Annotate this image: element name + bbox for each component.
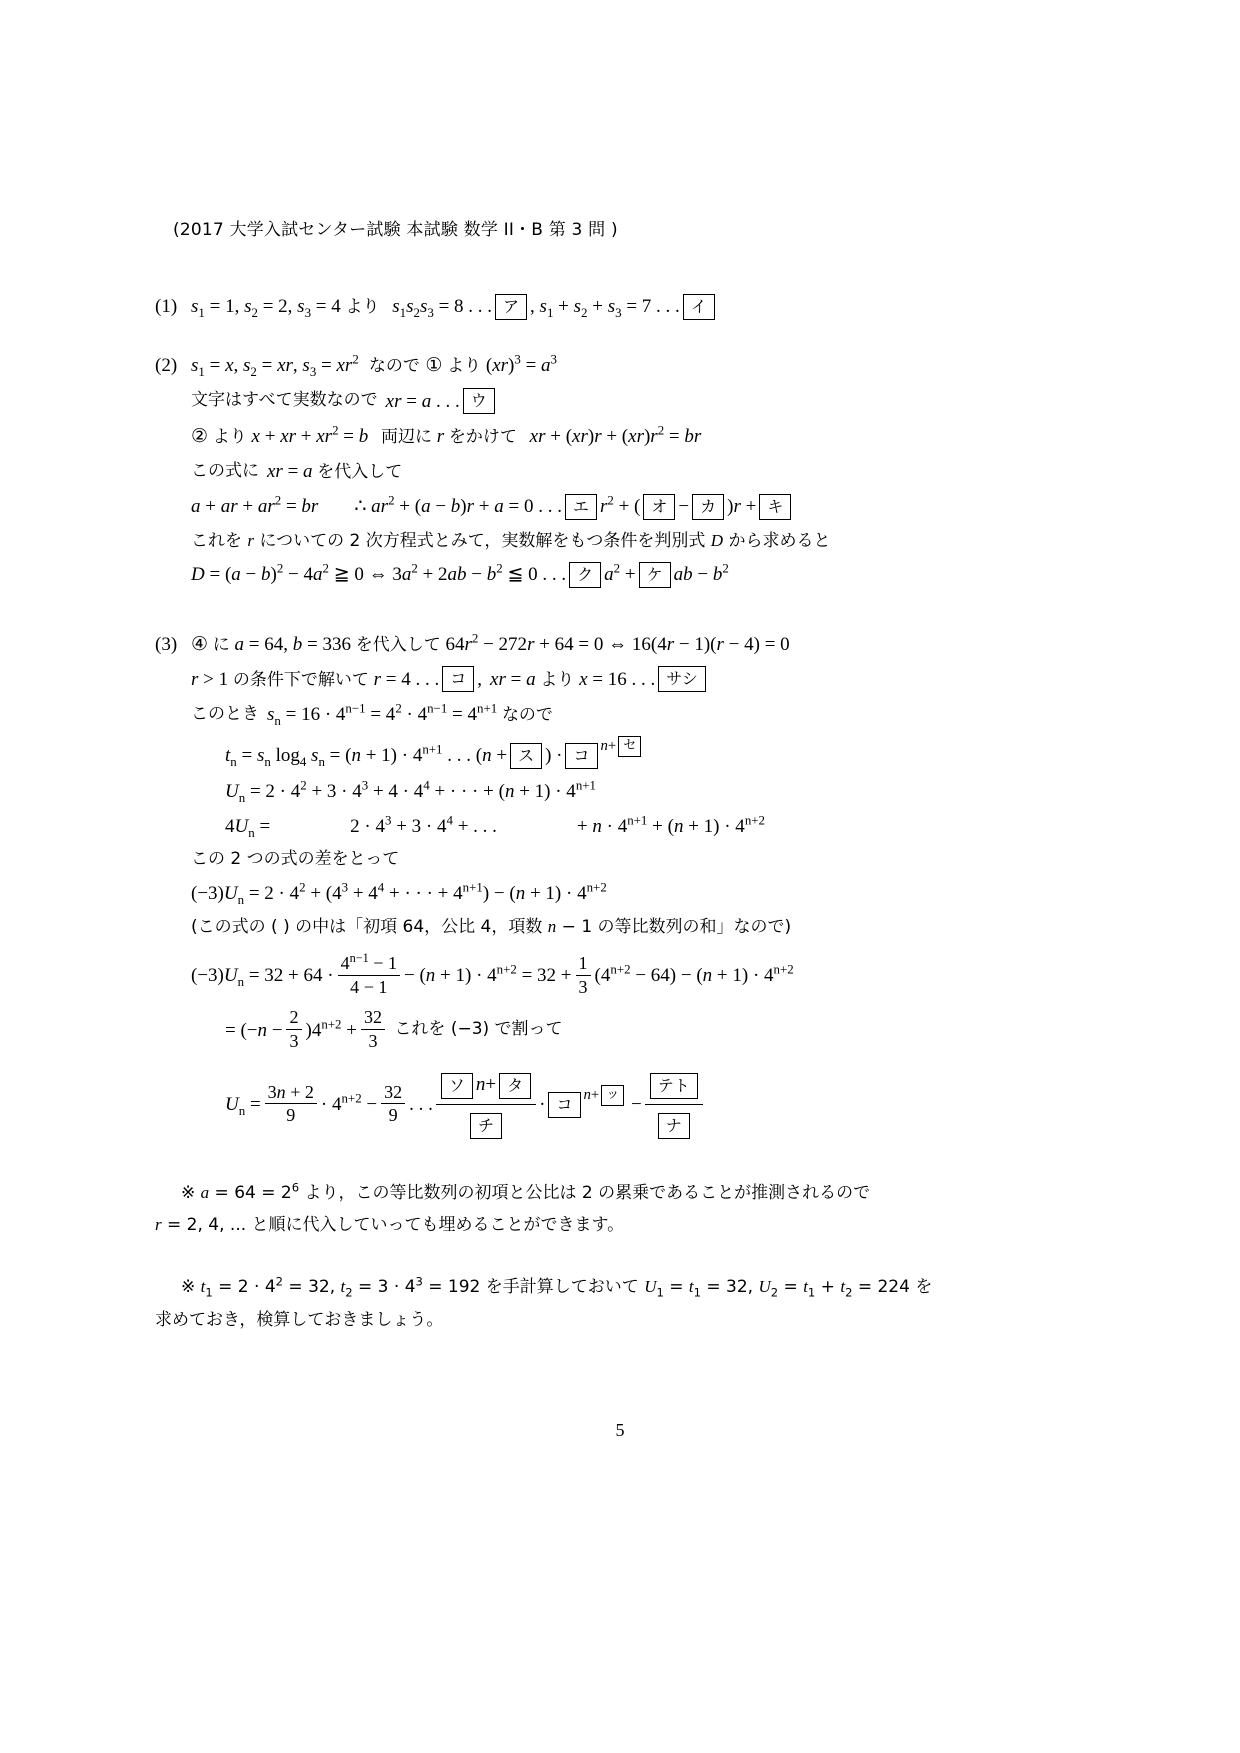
- section-2-math-5c: $r^2$ + (: [599, 492, 641, 518]
- section-2-math-5e: )r +: [727, 496, 757, 518]
- fraction-thirty-two-thirds: $\frac{32}{3}$: [361, 1006, 385, 1052]
- section-1: [155, 290, 1085, 323]
- fraction-one-third: $\frac{1}{3}$: [576, 952, 591, 998]
- section-2-line-2: [191, 385, 1085, 418]
- section-3-math-12d: ·: [539, 1094, 546, 1116]
- section-3-line-1: [155, 628, 1085, 661]
- section-3-text-3: このとき: [191, 703, 259, 724]
- section-3: [155, 628, 1085, 1143]
- answer-box-se: セ: [618, 736, 641, 757]
- answer-box-teto: テト: [650, 1073, 698, 1099]
- section-1-math: $s_1 = 1$, $s_2 = 2$, $s_3 = 4$ より $s_1s_2s_3 = 8$ . . .: [191, 296, 493, 320]
- section-3-math-4b: ) ·: [545, 745, 563, 767]
- section-3-line-4: [225, 739, 1085, 772]
- note-2-line-2: 求めておき，検算しておきましょう。: [155, 1309, 444, 1330]
- section-3-math-3: $s_n = 16 \cdot 4^{n-1} = 4^2 \cdot 4^{n-1} = 4^{n+1}$ なので: [267, 700, 553, 728]
- section-2-line-3: [191, 420, 1085, 453]
- section-3-math-12a: $U_n$ =: [225, 1094, 261, 1119]
- section-2-math-7c: ab − $b^2$: [673, 560, 729, 586]
- section-2: [155, 349, 1085, 591]
- section-3-line-11: [225, 1007, 1085, 1053]
- section-2-line-6: [191, 526, 1085, 557]
- note-1-line-2: r = 2, 4, ... と順に代入していっても埋めることができます。: [155, 1214, 625, 1235]
- answer-box-ko-2: コ: [565, 743, 597, 769]
- section-2-math-2: xr = a . . .: [385, 390, 460, 412]
- section-3-text-7: この 2 つの式の差をとって: [191, 849, 400, 870]
- section-2-math-5d: −: [678, 496, 690, 518]
- answer-box-ke: ケ: [639, 562, 671, 588]
- section-2-math-4: xr = a を代入して: [267, 461, 403, 482]
- section-2-label: (2): [155, 355, 178, 377]
- note-1: [155, 1177, 1085, 1242]
- section-3-line-9: [191, 912, 1085, 943]
- section-2-line-5: [191, 490, 1085, 523]
- section-3-math-10a: $(-3)U_n = 32 + 64$ ·: [191, 965, 334, 990]
- section-3-math-10c: $(4^{n+2} - 64) - (n + 1) \cdot 4^{n+2}$: [594, 962, 794, 987]
- answer-box-ko-3: コ: [548, 1092, 580, 1118]
- note-2: [155, 1271, 1085, 1336]
- section-3-math-8: $(-3)U_n = 2 \cdot 4^2 + (4^3 + 4^4$ + · · · + $4^{n+1}) - (n + 1) \cdot 4^{n+2}$: [191, 879, 607, 907]
- answer-box-su: ス: [510, 743, 542, 769]
- section-2-math-5b: ∴ $ar^2 + (a - b)r + a = 0$ . . .: [354, 492, 562, 518]
- section-3-line-10: [191, 950, 1085, 999]
- section-3-label: (3): [155, 633, 178, 655]
- section-2-math-7b: $a^2$ +: [604, 560, 636, 586]
- section-2-line-7: [191, 558, 1085, 591]
- answer-fraction-so-ta-chi: $\frac{\text{ソ n+ タ}}{\text{チ}}$: [436, 1067, 536, 1143]
- section-3-math-5: $U_n = 2 \cdot 4^2 + 3 \cdot 4^3 + 4 \cdot 4^4$ + · · · + $(n + 1) \cdot 4^{n+1}$: [225, 777, 596, 805]
- answer-box-tsu: ッ: [601, 1085, 624, 1106]
- section-3-math-11b: )$4^{n+2}$ +: [305, 1016, 357, 1041]
- section-2-math-1: $s_1 = x$, $s_2$ = xr, $s_3 = xr^2$ なので ① より $(xr)^3 = a^3$: [191, 351, 557, 380]
- answer-box-so: ソ: [441, 1073, 473, 1099]
- section-2-line-4: [191, 455, 1085, 488]
- section-3-math-4c: n+ セ: [601, 734, 644, 760]
- section-2-math-3: ② より x + xr + $xr^2 = b$ 両辺に r をかけて xr + $(xr)r + (xr)r^2$ = br: [191, 422, 702, 447]
- answer-box-e: エ: [565, 494, 597, 520]
- section-2-text-4: この式に: [191, 460, 259, 481]
- answer-box-o: オ: [643, 494, 675, 520]
- section-3-line-5: [225, 775, 1085, 808]
- section-1-math-2: , $s_1 + s_2 + s_3 = 7$ . . .: [530, 296, 680, 320]
- section-3-math-2a: r > 1 の条件下で解いて r = 4 . . .: [191, 668, 440, 690]
- fraction-two-thirds: $\frac{2}{3}$: [286, 1006, 301, 1052]
- section-3-math-10b: − $(n + 1) \cdot 4^{n+2} = 32$ +: [403, 962, 572, 987]
- section-3-math-12f: −: [626, 1094, 642, 1116]
- section-3-math-12c: . . .: [409, 1094, 433, 1116]
- section-3-line-2: [191, 663, 1085, 696]
- page-title: (2017 大学入試センター試験 本試験 数学 II・B 第 3 問 ): [173, 220, 618, 240]
- section-2-text-6: これを r についての 2 次方程式とみて，実数解をもつ条件を判別式 D から求めると: [191, 530, 831, 551]
- section-1-line-1: [155, 290, 1085, 323]
- document-content: [155, 215, 1085, 1336]
- answer-box-ku: ク: [569, 562, 601, 588]
- fraction-3n-plus-2-over-9: $\frac{3n + 2}{9}$: [265, 1081, 317, 1127]
- answer-box-sashi: サシ: [658, 666, 706, 692]
- fraction-32-over-9: $\frac{32}{9}$: [381, 1081, 405, 1127]
- section-3-math-11a: = (−n −: [225, 1019, 283, 1041]
- section-3-line-3: [191, 698, 1085, 731]
- section-3-math-6: $4U_n = 2 \cdot 4^3 + 3 \cdot 4^4$ + . . . + $n \cdot 4^{n+1} + (n + 1) \cdot 4^{n+2}$: [225, 812, 765, 840]
- section-3-math-12b: · $4^{n+2}$ −: [320, 1090, 378, 1116]
- answer-box-chi: チ: [470, 1113, 502, 1139]
- section-3-line-7: [191, 845, 1085, 875]
- answer-box-i: イ: [683, 294, 715, 320]
- section-2-line-1: [155, 349, 1085, 382]
- section-3-math-12e: n+ ッ: [584, 1083, 627, 1109]
- section-2-text-2: 文字はすべて実数なので: [191, 390, 378, 411]
- section-3-math-2b: , xr = a より x = 16 . . .: [477, 668, 656, 690]
- section-3-math-1: ④ に a = 64, b = 336 を代入して $64r^2 - 272r + 64 = 0$ ⇔ 16(4r − 1)(r − 4) = 0: [191, 630, 790, 655]
- note-1-line-1: ※ $a = 64 = 2^6$ より，この等比数列の初項と公比は 2 の累乗であることが推測されるので: [181, 1180, 871, 1203]
- answer-box-ta: タ: [499, 1073, 531, 1099]
- answer-box-ko-1: コ: [442, 666, 474, 692]
- section-3-line-8: [191, 877, 1085, 910]
- section-3-line-12: [225, 1067, 1085, 1143]
- section-3-line-6: [225, 810, 1085, 843]
- answer-box-ki: キ: [759, 494, 791, 520]
- page-number: 5: [615, 1420, 625, 1440]
- section-2-math-5a: a + ar + $ar^2$ = br: [191, 492, 319, 518]
- section-1-label: (1): [155, 296, 178, 317]
- section-3-text-9: (この式の ( ) の中は「初項 64，公比 4，項数 n − 1 の等比数列の和」なので): [191, 917, 792, 938]
- answer-box-u: ウ: [463, 388, 495, 414]
- fraction-geometric-sum: $\frac{4^{n-1} - 1}{4 - 1}$: [338, 952, 400, 998]
- answer-box-ka: カ: [692, 494, 724, 520]
- section-3-text-11: これを (−3) で割って: [389, 1019, 563, 1040]
- answer-box-na: ナ: [658, 1113, 690, 1139]
- section-2-math-7a: $D = (a - b)^2 - 4a^2$ ≧ 0 ⇔ $3a^2 + 2ab - b^2$ ≦ 0 . . .: [191, 560, 567, 586]
- answer-box-a: ア: [495, 294, 527, 320]
- answer-fraction-teto-na: [645, 1067, 703, 1143]
- note-2-line-1: ※ $t_1 = 2 \cdot 4^2 = 32$, $t_2 = 3 \cdot 4^3 = 192$ を手計算しておいて $U_1 = t_1 = 32$, $U_2 = t_1 + t_2 = 224$ を: [181, 1274, 933, 1300]
- section-3-math-4a: $t_n = s_n$ $\log_4 s_n = (n + 1) \cdot 4^{n+1}$ . . . (n +: [225, 741, 508, 770]
